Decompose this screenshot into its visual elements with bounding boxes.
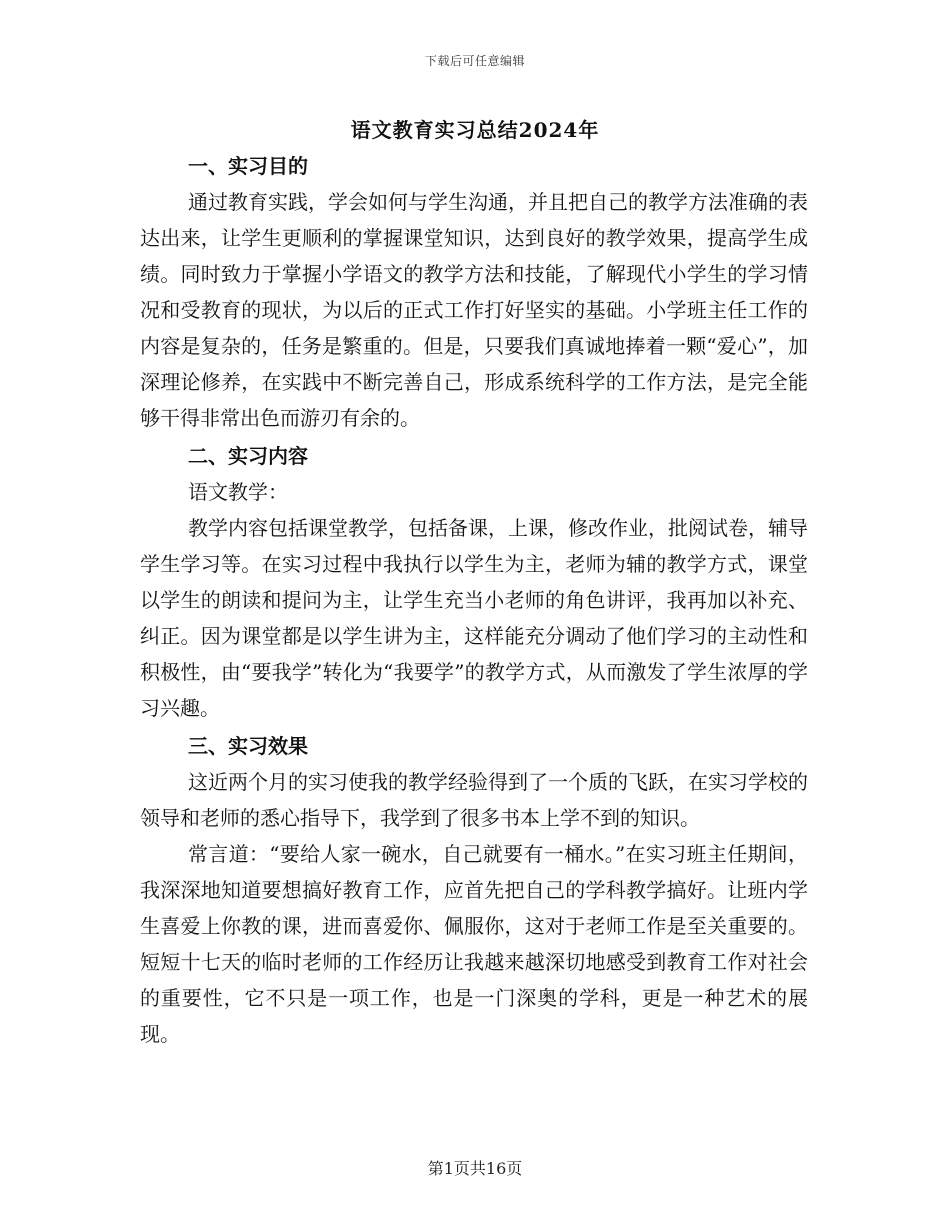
paragraph-teaching-content: 教学内容包括课堂教学，包括备课，上课，修改作业，批阅试卷，辅导学生学习等。在实习过程中我执行以学生为主，老师为辅的教学方式，课堂以学生的朗读和提问为主，让学生充当小老师的角色讲评，我再加以补充、纠正。因为课堂都是以学生讲为主，这样能充分调动了他们学习的主动性和积极性，由“要我学”转化为“我要学”的教学方式，从而激发了学生浓厚的学习兴趣。: [140, 516, 808, 720]
paragraph-results-2: 常言道：“要给人家一碗水，自己就要有一桶水。”在实习班主任期间，我深深地知道要想搞好教育工作，应首先把自己的学科教学搞好。让班内学生喜爱上你教的课，进而喜爱你、佩服你，这对于老师工作是至关重要的。短短十七天的临时老师的工作经历让我越来越深切地感受到教育工作对社会的重要性，它不只是一项工作，也是一门深奥的学科，更是一种艺术的展现。: [140, 842, 808, 1046]
section-heading-results: 三、实习效果: [188, 734, 308, 758]
paragraph-subheading-chinese-teaching: 语文教学：: [188, 480, 288, 504]
page-footer: 第1页共16页: [427, 1159, 523, 1178]
document-title: 语文教育实习总结2024年: [350, 118, 600, 142]
section-heading-purpose: 一、实习目的: [188, 154, 308, 178]
header-note: 下载后可任意编辑: [424, 54, 525, 68]
section-heading-content: 二、实习内容: [188, 444, 308, 468]
paragraph-purpose: 通过教育实践，学会如何与学生沟通，并且把自己的教学方法准确的表达出来，让学生更顺利的掌握课堂知识，达到良好的教学效果，提高学生成绩。同时致力于掌握小学语文的教学方法和技能，了解现代小学生的学习情况和受教育的现状，为以后的正式工作打好坚实的基础。小学班主任工作的内容是复杂的，任务是繁重的。但是，只要我们真诚地捧着一颗“爱心”，加深理论修养，在实践中不断完善自己，形成系统科学的工作方法，是完全能够干得非常出色而游刃有余的。: [140, 190, 808, 430]
paragraph-results-1: 这近两个月的实习使我的教学经验得到了一个质的飞跃，在实习学校的领导和老师的悉心指导下，我学到了很多书本上学不到的知识。: [140, 770, 808, 830]
document-body: [140, 148, 808, 1052]
